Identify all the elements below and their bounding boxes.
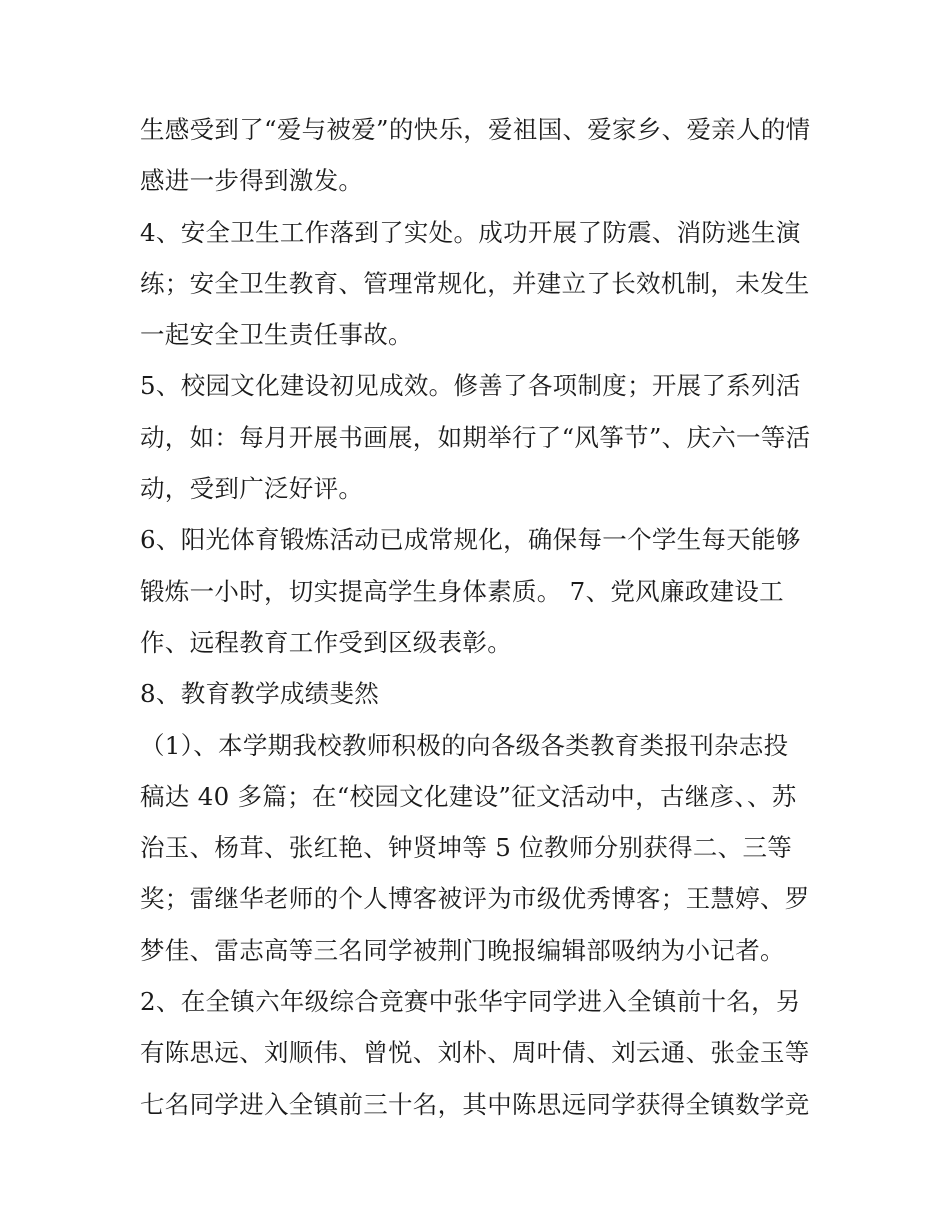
text-line: 4、安全卫生工作落到了实处。成功开展了防震、消防逃生演	[140, 217, 801, 247]
text-line: 6、阳光体育锻炼活动已成常规化，确保每一个学生每天能够	[140, 525, 801, 555]
text-line: 奖；雷继华老师的个人博客被评为市级优秀博客；王慧婷、罗	[140, 884, 810, 914]
text-line: 动，受到广泛好评。	[140, 474, 364, 504]
text-line: 一起安全卫生责任事故。	[140, 320, 413, 350]
text-line: 稿达 40 多篇；在“校园文化建设”征文活动中，古继彦、、苏	[140, 781, 797, 811]
text-line: 治玉、杨茸、张红艳、钟贤坤等 5 位教师分别获得二、三等	[140, 833, 793, 863]
body-text	[140, 104, 820, 1130]
text-line: 练；安全卫生教育、管理常规化，并建立了长效机制，未发生	[140, 268, 810, 298]
text-line: 2、在全镇六年级综合竞赛中张华宇同学进入全镇前十名，另	[140, 987, 801, 1017]
text-line: 有陈思远、刘顺伟、曾悦、刘朴、周叶倩、刘云通、张金玉等	[140, 1038, 810, 1068]
text-line: 作、远程教育工作受到区级表彰。	[140, 627, 512, 657]
text-line: 动，如：每月开展书画展，如期举行了“风筝节”、庆六一等活	[140, 422, 811, 452]
text-line: 5、校园文化建设初见成效。修善了各项制度；开展了系列活	[140, 371, 801, 401]
text-line: 梦佳、雷志高等三名同学被荆门晚报编辑部吸纳为小记者。	[140, 935, 785, 965]
text-line: 感进一步得到激发。	[140, 166, 364, 196]
text-line: 生感受到了“爱与被爱”的快乐，爱祖国、爱家乡、爱亲人的情	[140, 115, 811, 144]
text-line: 8、教育教学成绩斐然	[140, 679, 380, 709]
text-line: 锻炼一小时，切实提高学生身体素质。 7、党风廉政建设工	[140, 576, 784, 606]
text-line: 七名同学进入全镇前三十名，其中陈思远同学获得全镇数学竞	[140, 1089, 810, 1119]
text-line: （1）、本学期我校教师积极的向各级各类教育类报刊杂志投	[140, 730, 789, 760]
